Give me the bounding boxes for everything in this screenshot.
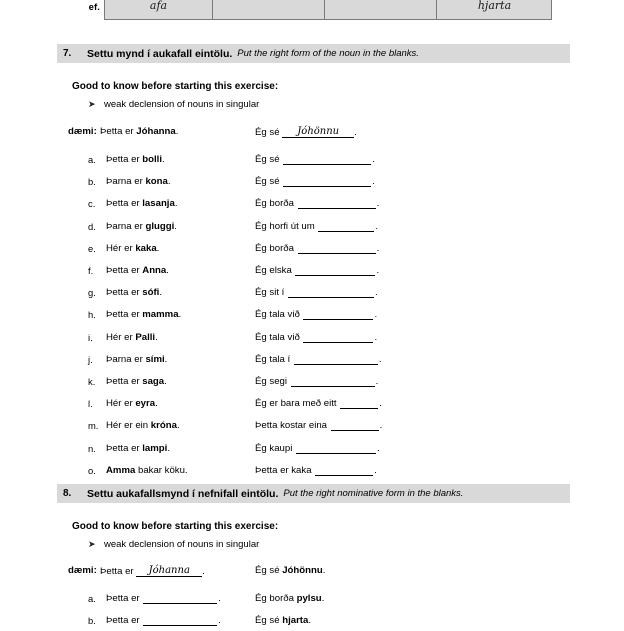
section-8-good-to-know-item: [88, 539, 259, 550]
keyword: bolli: [142, 154, 162, 165]
exercise-answer-line: Þetta er kaka .: [255, 464, 377, 476]
exercise-prompt: Þetta er bolli.: [106, 154, 165, 165]
keyword: króna: [150, 420, 177, 432]
keyword: lampi: [142, 442, 168, 454]
example-label: dæmi:: [68, 565, 97, 576]
exercise-prompt: Þetta er .: [106, 593, 221, 604]
exercise-row: [0, 198, 624, 214]
exercise-item-letter: h.: [88, 309, 96, 321]
answer-blank[interactable]: [288, 288, 374, 298]
answer-blank[interactable]: [298, 199, 376, 209]
exercise-prompt: Þetta er saga.: [106, 376, 167, 387]
exercise-answer-line: Ég sé hjarta.: [255, 615, 312, 626]
exercise-prompt: Þetta er sófi.: [106, 287, 162, 299]
answer-blank[interactable]: [143, 594, 217, 604]
answer-blank[interactable]: [331, 421, 379, 431]
exercise-answer-line: Ég tala við .: [255, 309, 378, 321]
answer-blank[interactable]: [318, 222, 374, 232]
answer-blank[interactable]: [303, 310, 373, 320]
exercise-item-letter: d.: [88, 220, 96, 232]
keyword: Amma: [106, 464, 136, 476]
table-cell: [325, 0, 437, 19]
keyword: lasanja: [142, 198, 175, 210]
exercise-answer-line: Ég tala við .: [255, 331, 378, 343]
arrow-bullet-icon: ➤: [88, 99, 96, 109]
exercise-item-letter: o.: [88, 464, 96, 476]
exercise-prompt: Þetta er mamma.: [106, 309, 182, 321]
exercise-row: [0, 376, 624, 392]
exercise-item-letter: j.: [88, 353, 93, 365]
table-cell: [213, 0, 325, 19]
keyword: pylsu: [296, 593, 322, 604]
answer-blank[interactable]: [298, 244, 376, 254]
exercise-row: [0, 265, 624, 281]
keyword: saga: [142, 376, 165, 387]
arrow-bullet-icon: ➤: [88, 539, 96, 549]
exercise-item-letter: a.: [88, 593, 96, 604]
exercise-prompt: Amma bakar köku.: [106, 464, 188, 476]
exercise-item-letter: b.: [88, 176, 96, 188]
exercise-prompt: Hér er eyra.: [106, 398, 158, 410]
exercise-item-letter: e.: [88, 242, 96, 254]
keyword: gluggi: [145, 220, 175, 232]
section-8-subtitle: Put the right nominative form in the blanks.: [283, 488, 464, 499]
exercise-row: [0, 309, 624, 325]
section-8-example-row: [0, 565, 624, 581]
exercise-prompt: Þetta er lasanja.: [106, 198, 178, 210]
example-label: dæmi:: [68, 126, 97, 137]
good-to-know-item-label: weak declension of nouns in singular: [104, 539, 260, 550]
exercise-row: [0, 593, 624, 609]
exercise-item-letter: k.: [88, 376, 96, 387]
keyword: sími: [145, 353, 165, 365]
exercise-item-letter: f.: [88, 265, 94, 276]
exercise-item-letter: b.: [88, 615, 96, 626]
keyword: Palli: [135, 331, 156, 343]
exercise-item-letter: l.: [88, 398, 93, 410]
exercise-answer-line: Þetta kostar eina .: [255, 420, 383, 432]
table-row: [104, 0, 552, 20]
exercise-row: [0, 243, 624, 259]
answer-blank[interactable]: [295, 266, 375, 276]
exercise-row: [0, 287, 624, 303]
exercise-row: [0, 176, 624, 192]
exercise-row: [0, 154, 624, 170]
exercise-item-letter: m.: [88, 420, 99, 432]
exercise-prompt: Þetta er .: [106, 615, 221, 626]
keyword: hjarta: [282, 615, 309, 626]
case-table-fragment: [0, 0, 624, 22]
keyword: Anna: [142, 265, 167, 276]
exercise-answer-line: Ég borða pylsu.: [255, 593, 325, 604]
section-8-good-to-know-title: Good to know before starting this exercise:: [72, 521, 279, 532]
section-7-number: 7.: [63, 48, 72, 59]
section-7-subtitle: Put the right form of the noun in the blanks.: [237, 48, 419, 59]
exercise-prompt: Þarna er kona.: [106, 176, 171, 188]
exercise-answer-line: Ég borða .: [255, 198, 380, 210]
exercise-answer-line: Ég segi .: [255, 376, 379, 387]
exercise-prompt: Hér er ein króna.: [106, 420, 180, 432]
table-row-label: ef.: [88, 2, 100, 13]
answer-blank[interactable]: [283, 177, 371, 187]
example-left-text: Þetta er Jóhanna.: [100, 126, 179, 137]
exercise-item-letter: n.: [88, 442, 96, 454]
answer-blank[interactable]: [294, 355, 378, 365]
exercise-prompt: Þetta er lampi.: [106, 442, 170, 454]
exercise-row: [0, 398, 624, 414]
keyword: mamma: [142, 309, 179, 321]
section-8-header: [57, 484, 570, 503]
keyword: kaka: [135, 242, 157, 254]
table-cell: afa: [105, 0, 213, 19]
exercise-answer-line: Ég kaupi .: [255, 442, 380, 454]
exercise-prompt: Þarna er sími.: [106, 353, 168, 365]
section-8-title: Settu aukafallsmynd í nefnifall eintölu.: [87, 487, 279, 500]
exercise-answer-line: Ég sé .: [255, 154, 375, 165]
keyword: kona: [145, 176, 168, 188]
exercise-row: [0, 221, 624, 237]
answer-blank[interactable]: [303, 333, 373, 343]
keyword: sófi: [142, 287, 160, 299]
answer-blank[interactable]: [296, 444, 376, 454]
exercise-prompt: Þarna er gluggi.: [106, 220, 177, 232]
exercise-item-letter: c.: [88, 198, 96, 210]
exercise-answer-line: Ég er bara með eitt .: [255, 398, 382, 410]
example-left-text: Þetta er Jóhanna .: [100, 565, 205, 577]
exercise-row: [0, 615, 624, 631]
section-7-good-to-know-title: Good to know before starting this exercise:: [72, 81, 279, 92]
section-7-good-to-know-item: [88, 99, 259, 110]
exercise-row: [0, 332, 624, 348]
keyword: eyra: [135, 398, 156, 410]
answer-blank[interactable]: [315, 466, 373, 476]
section-7-header: [57, 44, 570, 63]
answer-blank[interactable]: [340, 399, 378, 409]
exercise-answer-line: Ég elska .: [255, 265, 380, 276]
answer-blank[interactable]: [283, 155, 371, 165]
exercise-row: [0, 443, 624, 459]
exercise-answer-line: Ég horfi út um .: [255, 220, 379, 232]
example-right-text: Ég sé Jóhönnu .: [255, 126, 357, 138]
exercise-answer-line: Ég sit í .: [255, 287, 378, 299]
section-7-title: Settu mynd í aukafall eintölu.: [87, 47, 233, 60]
exercise-item-letter: g.: [88, 287, 96, 299]
section-7-example-row: [0, 126, 624, 142]
exercise-item-letter: a.: [88, 154, 96, 165]
exercise-row: [0, 354, 624, 370]
example-right-text: Ég sé Jóhönnu.: [255, 565, 326, 576]
exercise-answer-line: Ég tala í .: [255, 353, 382, 365]
section-8-number: 8.: [63, 488, 72, 499]
exercise-row: [0, 465, 624, 481]
exercise-prompt: Hér er Palli.: [106, 331, 158, 343]
example-answer: Jóhönnu: [282, 126, 354, 138]
table-cell: hjarta: [477, 0, 512, 12]
exercise-answer-line: Ég borða .: [255, 242, 380, 254]
exercise-answer-line: Ég sé .: [255, 176, 375, 188]
exercise-row: [0, 420, 624, 436]
good-to-know-item-label: weak declension of nouns in singular: [104, 99, 260, 110]
exercise-prompt: Þetta er Anna.: [106, 265, 169, 276]
exercise-prompt: Hér er kaka.: [106, 242, 160, 254]
exercise-item-letter: i.: [88, 331, 93, 343]
example-answer: Jóhanna: [136, 565, 202, 577]
answer-blank[interactable]: [143, 616, 217, 626]
answer-blank[interactable]: [291, 377, 375, 387]
